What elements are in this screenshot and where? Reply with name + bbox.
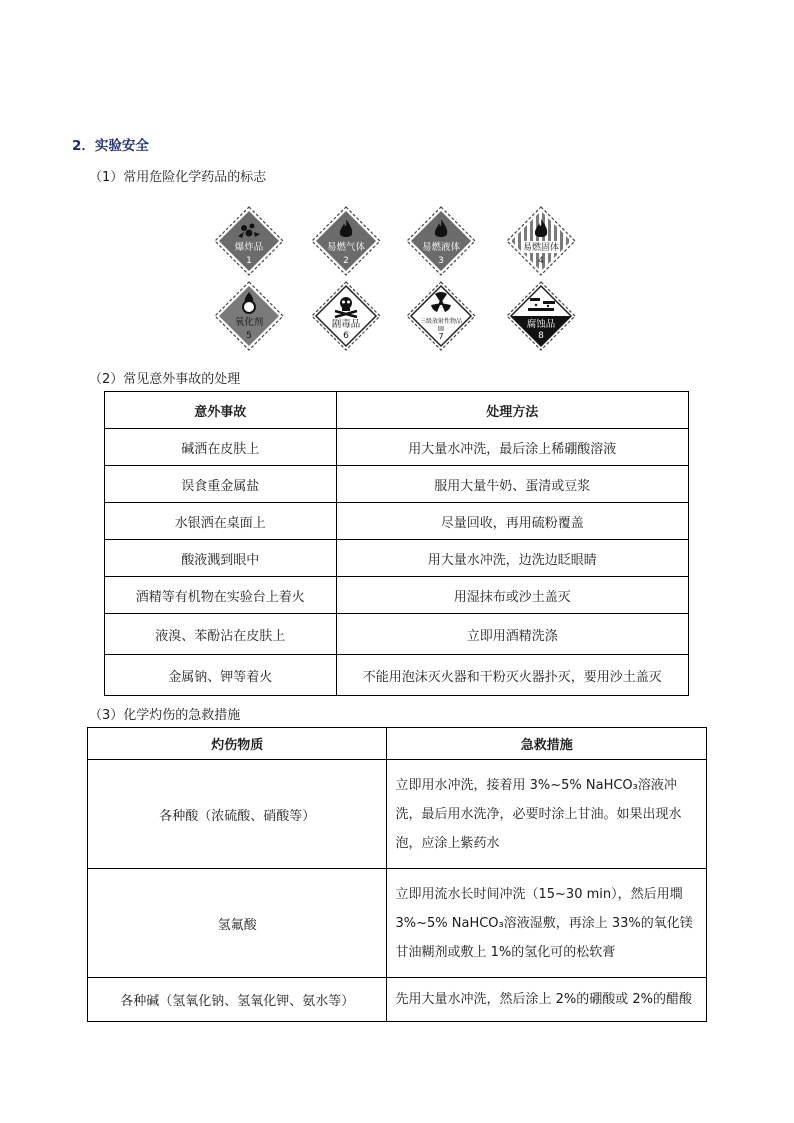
accident-handling-table (104, 391, 689, 696)
oxidizer-sign (214, 281, 284, 351)
explosive-sign (214, 206, 284, 276)
sign-label: 腐蚀品 (526, 319, 556, 330)
table-row (88, 978, 707, 1022)
sign-label: 氧化剂 (234, 317, 264, 328)
section-title: 2．实验安全 (72, 138, 149, 154)
part1-heading: （1）常用危险化学药品的标志 (89, 170, 267, 185)
treatment-cell: 尽量回收，再用硫粉覆盖 (336, 503, 688, 540)
substance-cell: 各种碱（氢氧化钠、氢氧化钾、氨水等） (88, 978, 387, 1022)
accident-cell: 碱洒在皮肤上 (105, 429, 337, 466)
substance-cell: 氢氟酸 (88, 869, 387, 978)
accident-cell: 酒精等有机物在实验台上着火 (105, 577, 337, 614)
treatment-cell: 服用大量牛奶、蛋清或豆浆 (336, 466, 688, 503)
chemical-burn-table (87, 727, 707, 1022)
flammable-liquid-sign (406, 206, 476, 276)
corrosive-sign (506, 281, 576, 351)
table-row (88, 869, 707, 978)
table-row (105, 655, 689, 696)
sign-label: 易燃固体 (522, 243, 560, 253)
sign-class: III (437, 325, 445, 333)
toxic-sign (311, 281, 381, 351)
treatment-cell: 用湿抹布或沙土盖灭 (336, 577, 688, 614)
table-row (105, 466, 689, 503)
flammable-solid-sign (506, 206, 576, 276)
radioactive-sign (406, 281, 476, 351)
table-row (105, 577, 689, 614)
first-aid-cell: 立即用流水长时间冲洗（15~30 min），然后用墹3%~5% NaHCO₃溶液湿敷，再涂上 33%的氧化镁甘油糊剂或敷上 1%的氢化可的松软膏 (387, 869, 707, 978)
flammable-gas-sign (311, 206, 381, 276)
sign-number: 6 (343, 331, 349, 341)
part2-heading: （2）常见意外事故的处理 (89, 372, 241, 387)
treatment-cell: 立即用酒精洗涤 (336, 614, 688, 655)
treatment-cell: 不能用泡沫灭火器和干粉灭火器扑灭，要用沙土盖灭 (336, 655, 688, 696)
table-row (88, 760, 707, 869)
sign-label: 易燃气体 (326, 242, 366, 253)
part3-heading: （3）化学灼伤的急救措施 (89, 708, 241, 723)
accident-cell: 误食重金属盐 (105, 466, 337, 503)
accident-cell: 液溴、苯酚沾在皮肤上 (105, 614, 337, 655)
sign-number: 1 (246, 256, 252, 266)
sign-label: 爆炸品 (234, 242, 264, 253)
sign-label: 三级放射性物品 (419, 318, 463, 325)
treatment-cell: 用大量水冲洗，边洗边眨眼睛 (336, 540, 688, 577)
sign-label: 剧毒品 (331, 319, 361, 330)
sign-number: 5 (246, 331, 252, 341)
sign-number: 2 (343, 256, 349, 266)
table-row (105, 503, 689, 540)
substance-cell: 各种酸（浓硫酸、硝酸等） (88, 760, 387, 869)
sign-number: 3 (438, 256, 444, 266)
column-header: 急救措施 (387, 728, 707, 760)
accident-cell: 酸液溅到眼中 (105, 540, 337, 577)
sign-label: 易燃液体 (421, 242, 461, 253)
column-header: 意外事故 (105, 392, 337, 429)
sign-number: 4 (538, 256, 544, 266)
accident-cell: 金属钠、钾等着火 (105, 655, 337, 696)
sign-number: 7 (438, 332, 444, 341)
table-row (105, 429, 689, 466)
sign-number: 8 (538, 331, 544, 341)
column-header: 灼伤物质 (88, 728, 387, 760)
first-aid-cell: 立即用水冲洗，接着用 3%~5% NaHCO₃溶液冲洗，最后用水洗净，必要时涂上甘油。如果出现水泡，应涂上紫药水 (387, 760, 707, 869)
hazard-signs-panel (212, 203, 584, 353)
first-aid-cell: 先用大量水冲洗，然后涂上 2%的硼酸或 2%的醋酸 (387, 978, 707, 1022)
table-row (105, 614, 689, 655)
table-header-row (105, 392, 689, 429)
column-header: 处理方法 (336, 392, 688, 429)
treatment-cell: 用大量水冲洗，最后涂上稀硼酸溶液 (336, 429, 688, 466)
accident-cell: 水银洒在桌面上 (105, 503, 337, 540)
table-row (105, 540, 689, 577)
table-header-row (88, 728, 707, 760)
